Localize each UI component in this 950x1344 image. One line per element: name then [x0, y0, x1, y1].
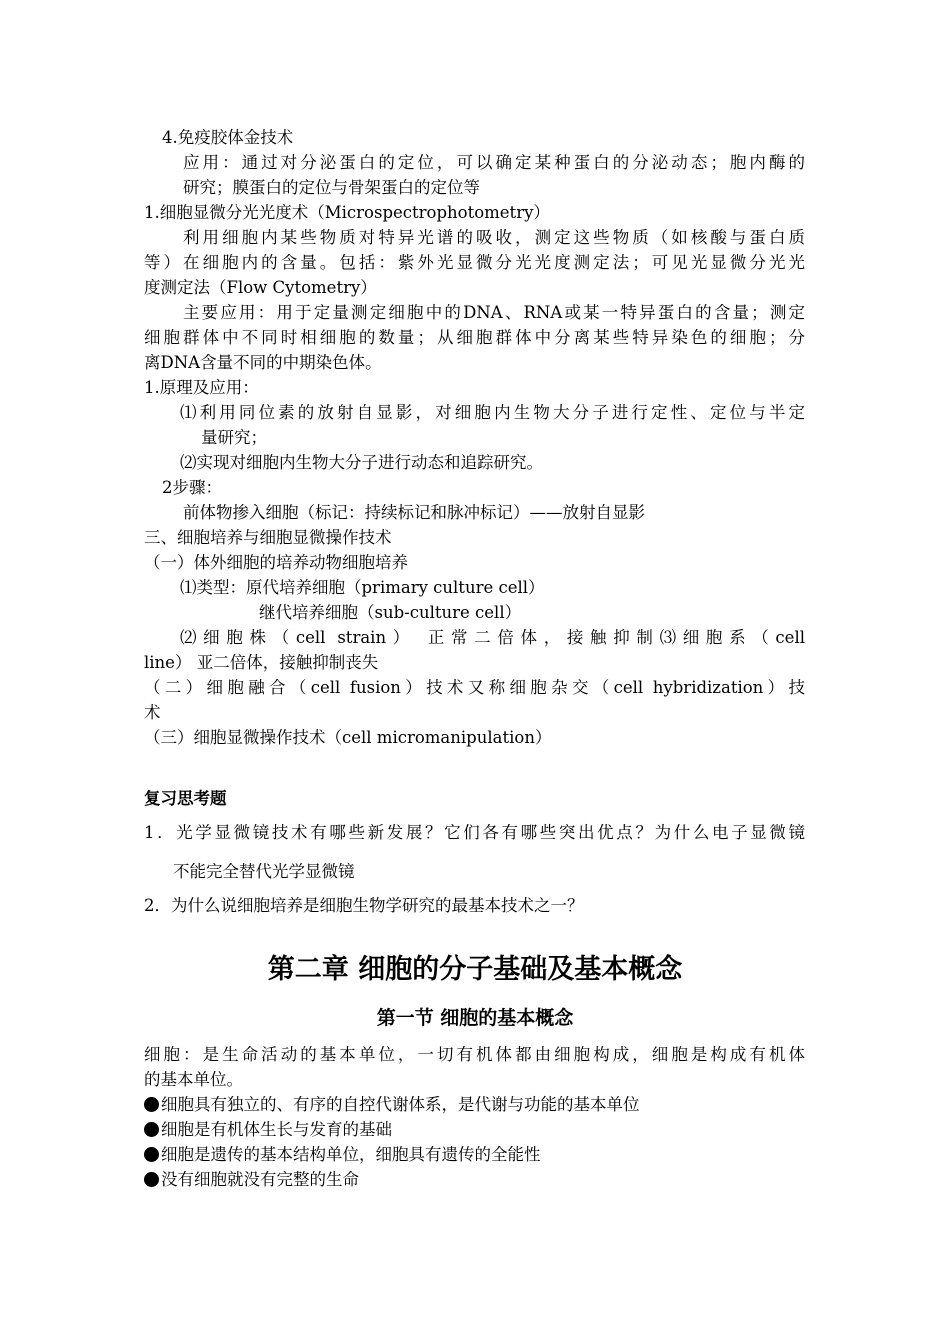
bullet-dot-icon [144, 1147, 159, 1162]
microspectro-p2-line3: 离DNA含量不同的中期染色体。 [144, 353, 382, 372]
review-q1-line1: 1．光学显微镜技术有哪些新发展？它们各有哪些突出优点？为什么电子显微镜 [144, 823, 805, 842]
bullet-text: 细胞具有独立的、有序的自控代谢体系，是代谢与功能的基本单位 [161, 1095, 640, 1114]
culture-sub3: （三）细胞显微操作技术（cell micromanipulation） [144, 728, 552, 747]
culture-sub1: （一）体外细胞的培养动物细胞培养 [144, 553, 408, 572]
section-title: 第一节 细胞的基本概念 [376, 1007, 574, 1029]
microspectro-p2-line1: 主要应用：用于定量测定细胞中的DNA、RNA或某一特异蛋白的含量；测定 [183, 303, 805, 322]
microspectro-p1-line3: 度测定法（Flow Cytometry） [144, 278, 377, 297]
bullet-text: 细胞是有机体生长与发育的基础 [161, 1120, 392, 1139]
bullet-dot-icon [144, 1097, 159, 1112]
culture-type-line1: ⑴类型：原代培养细胞（primary culture cell） [180, 578, 545, 597]
culture-sub2-line1: （二）细胞融合（cell fusion）技术又称细胞杂交（cell hybridization）技 [144, 678, 805, 697]
review-q2: 2．为什么说细胞培养是细胞生物学研究的最基本技术之一？ [144, 896, 584, 915]
principle-item2: ⑵实现对细胞内生物大分子进行动态和追踪研究。 [180, 453, 543, 472]
culture-sub2-line2: 术 [144, 703, 161, 722]
bullet-dot-icon [144, 1122, 159, 1137]
culture-strain-line1: ⑵细胞株（cell strain） 正常二倍体，接触抑制⑶细胞系（cell [180, 628, 805, 647]
microspectro-p1-line2: 等）在细胞内的含量。包括：紫外光显微分光光度测定法；可见光显微分光光 [144, 253, 805, 272]
microspectro-p1-line1: 利用细胞内某些物质对特异光谱的吸收，测定这些物质（如核酸与蛋白质 [183, 228, 805, 247]
bullet-text: 细胞是遗传的基本结构单位，细胞具有遗传的全能性 [161, 1145, 541, 1164]
bullet-text: 没有细胞就没有完整的生命 [161, 1170, 359, 1189]
principle-heading: 1.原理及应用： [144, 378, 259, 397]
steps-heading: 2步骤： [162, 478, 222, 497]
bullet-item [144, 1143, 541, 1167]
principle-item1-line1: ⑴利用同位素的放射自显影，对细胞内生物大分子进行定性、定位与半定 [180, 403, 805, 422]
review-q1-line2: 不能完全替代光学显微镜 [173, 862, 355, 881]
immunogold-application-line1: 应用：通过对分泌蛋白的定位，可以确定某种蛋白的分泌动态；胞内酶的 [183, 153, 805, 172]
immunogold-application-line2: 研究；膜蛋白的定位与骨架蛋白的定位等 [183, 178, 480, 197]
cell-definition-line1: 细胞：是生命活动的基本单位，一切有机体都由细胞构成，细胞是构成有机体 [144, 1045, 805, 1064]
immunogold-heading: 4.免疫胶体金技术 [162, 128, 294, 147]
principle-item1-line2: 量研究； [201, 428, 267, 447]
culture-strain-line2: line） 亚二倍体，接触抑制丧失 [144, 653, 379, 672]
cell-definition-line2: 的基本单位。 [144, 1070, 243, 1089]
steps-text: 前体物掺入细胞（标记：持续标记和脉冲标记）——放射自显影 [183, 503, 645, 522]
chapter-title: 第二章 细胞的分子基础及基本概念 [267, 954, 683, 985]
culture-type-line2: 继代培养细胞（sub-culture cell） [259, 603, 522, 622]
bullet-item [144, 1168, 359, 1192]
culture-heading: 三、细胞培养与细胞显微操作技术 [144, 528, 392, 547]
microspectro-p2-line2: 细胞群体中不同时相细胞的数量；从细胞群体中分离某些特异染色的细胞；分 [144, 328, 805, 347]
bullet-item [144, 1118, 392, 1142]
bullet-dot-icon [144, 1172, 159, 1187]
microspectro-heading: 1.细胞显微分光光度术（Microspectrophotometry） [144, 203, 550, 222]
review-title: 复习思考题 [144, 789, 227, 808]
bullet-item [144, 1093, 640, 1117]
